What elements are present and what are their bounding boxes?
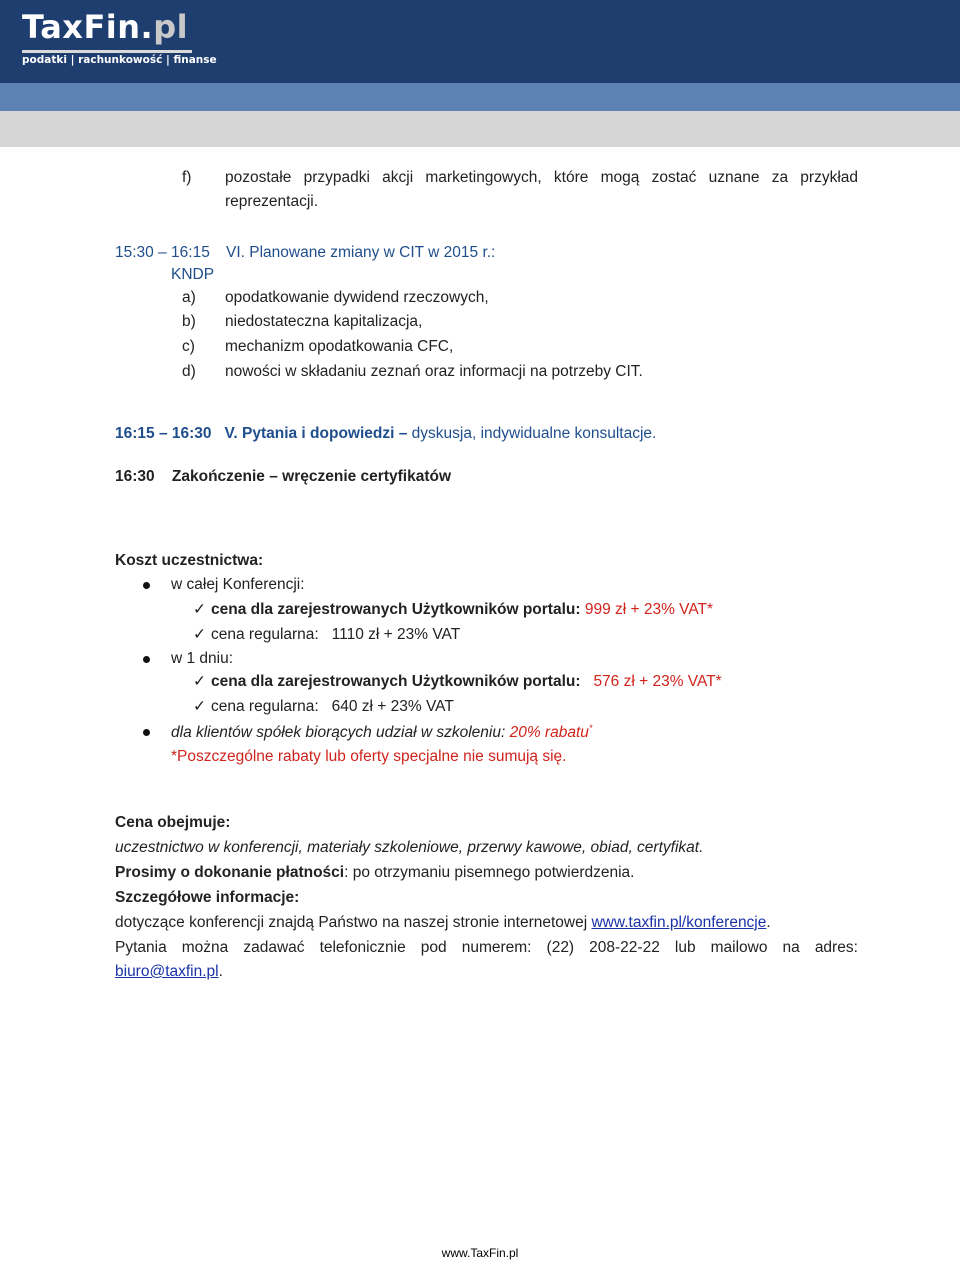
cost-whole-registered: ✓ cena dla zarejestrowanych Użytkowników portalu: 999 zł + 23% VAT* [193, 601, 714, 618]
word: mailowo [710, 939, 768, 956]
price: 640 zł + 23% VAT [331, 698, 454, 715]
payment-label: Prosimy o dokonanie płatności [115, 864, 345, 881]
check-icon: ✓ [193, 626, 206, 643]
cost-day-registered: ✓ cena dla zarejestrowanych Użytkowników portalu: 576 zł + 23% VAT* [193, 673, 722, 690]
word: 208-22-22 [589, 939, 660, 956]
closing-time: 16:30 [115, 468, 155, 485]
word: telefonicznie [319, 939, 406, 956]
word: na [782, 939, 800, 956]
word: pozostałe [225, 169, 292, 186]
price: 576 zł + 23% VAT* [593, 673, 722, 690]
word: uznane [708, 169, 760, 186]
details-heading: Szczegółowe informacje: [115, 889, 300, 906]
word: marketingowych, [425, 169, 542, 186]
details-line1: dotyczące konferencji znajdą Państwo na naszej stronie internetowej www.taxfin.pl/konferencje. [115, 914, 771, 931]
list-marker: d) [182, 363, 196, 380]
cost-note: *Poszczególne rabaty lub oferty specjalne nie sumują się. [171, 748, 567, 765]
section-v-title: V. Pytania i dopowiedzi – [224, 425, 408, 442]
cost-whole-regular: ✓ cena regularna: 1110 zł + 23% VAT [193, 626, 461, 643]
section-v-time: 16:15 – 16:30 [115, 425, 212, 442]
header-band [0, 111, 960, 147]
cost-whole-label: w całej Konferencji: [171, 576, 305, 593]
cost-day-regular: ✓ cena regularna: 640 zł + 23% VAT [193, 698, 454, 715]
word: (22) [546, 939, 575, 956]
section-v-line [115, 425, 656, 443]
logo-name: TaxFin.pl [22, 8, 189, 46]
list-item-f-line1 [225, 169, 858, 187]
email-link[interactable]: biuro@taxfin.pl [115, 963, 219, 980]
list-item: niedostateczna kapitalizacja, [225, 313, 423, 330]
taxfin-logo[interactable] [22, 8, 217, 66]
details-line2 [115, 939, 858, 957]
word: akcji [382, 169, 414, 186]
cost-day-label: w 1 dniu: [171, 650, 234, 667]
list-item: mechanizm opodatkowania CFC, [225, 338, 454, 355]
cost-heading: Koszt uczestnictwa: [115, 552, 264, 569]
cost-clients: dla klientów spółek biorących udział w szkoleniu: 20% rabatu* [171, 723, 593, 742]
list-item: nowości w składaniu zeznań oraz informacji na potrzeby CIT. [225, 363, 643, 380]
check-icon: ✓ [193, 698, 206, 715]
logo-divider [22, 50, 192, 53]
word: zostać [651, 169, 697, 186]
word: pod [420, 939, 447, 956]
word: lub [674, 939, 696, 956]
section-vi-title: VI. Planowane zmiany w CIT w 2015 r.: [226, 244, 496, 261]
header-bar [0, 0, 960, 83]
payment-text: : po otrzymaniu pisemnego potwierdzenia. [344, 864, 635, 881]
section-vi-speaker: KNDP [171, 266, 215, 283]
discount: 20% rabatu [509, 724, 589, 742]
logo-tagline: podatki | rachunkowość | finanse [22, 54, 217, 66]
footer-url: www.TaxFin.pl [441, 1246, 519, 1260]
includes-heading: Cena obejmuje: [115, 814, 231, 831]
word: przypadki [303, 169, 370, 186]
list-marker-f: f) [182, 169, 192, 186]
word: przykład [800, 169, 858, 186]
word: zadawać [243, 939, 305, 956]
word: można [181, 939, 229, 956]
word: mogą [600, 169, 640, 186]
price: 999 zł + 23% VAT* [584, 601, 714, 618]
list-item: opodatkowanie dywidend rzeczowych, [225, 289, 489, 306]
conference-link[interactable]: www.taxfin.pl/konferencje [591, 914, 767, 931]
list-marker: c) [182, 338, 195, 355]
word: Pytania [115, 939, 167, 956]
word: które [553, 169, 589, 186]
closing-line [115, 468, 451, 486]
check-icon: ✓ [193, 673, 206, 690]
payment-line [115, 864, 634, 882]
section-vi-time: 15:30 – 16:15 [115, 244, 210, 261]
list-marker: a) [182, 289, 196, 306]
section-v-desc: dyskusja, indywidualne konsultacje. [411, 425, 657, 442]
closing-text: Zakończenie – wręczenie certyfikatów [171, 468, 452, 485]
list-marker: b) [182, 313, 196, 330]
word: numerem: [461, 939, 532, 956]
bullet [143, 656, 150, 663]
bullet [143, 582, 150, 589]
header-stripe [0, 83, 960, 111]
price: 1110 zł + 23% VAT [331, 626, 461, 643]
word: adres: [814, 939, 858, 956]
bullet [143, 729, 150, 736]
check-icon: ✓ [193, 601, 206, 618]
details-line3: biuro@taxfin.pl. [115, 963, 223, 980]
list-item-f-line2: reprezentacji. [225, 193, 319, 210]
includes-text: uczestnictwo w konferencji, materiały szkoleniowe, przerwy kawowe, obiad, certyfikat. [115, 839, 704, 856]
word: za [771, 169, 789, 186]
